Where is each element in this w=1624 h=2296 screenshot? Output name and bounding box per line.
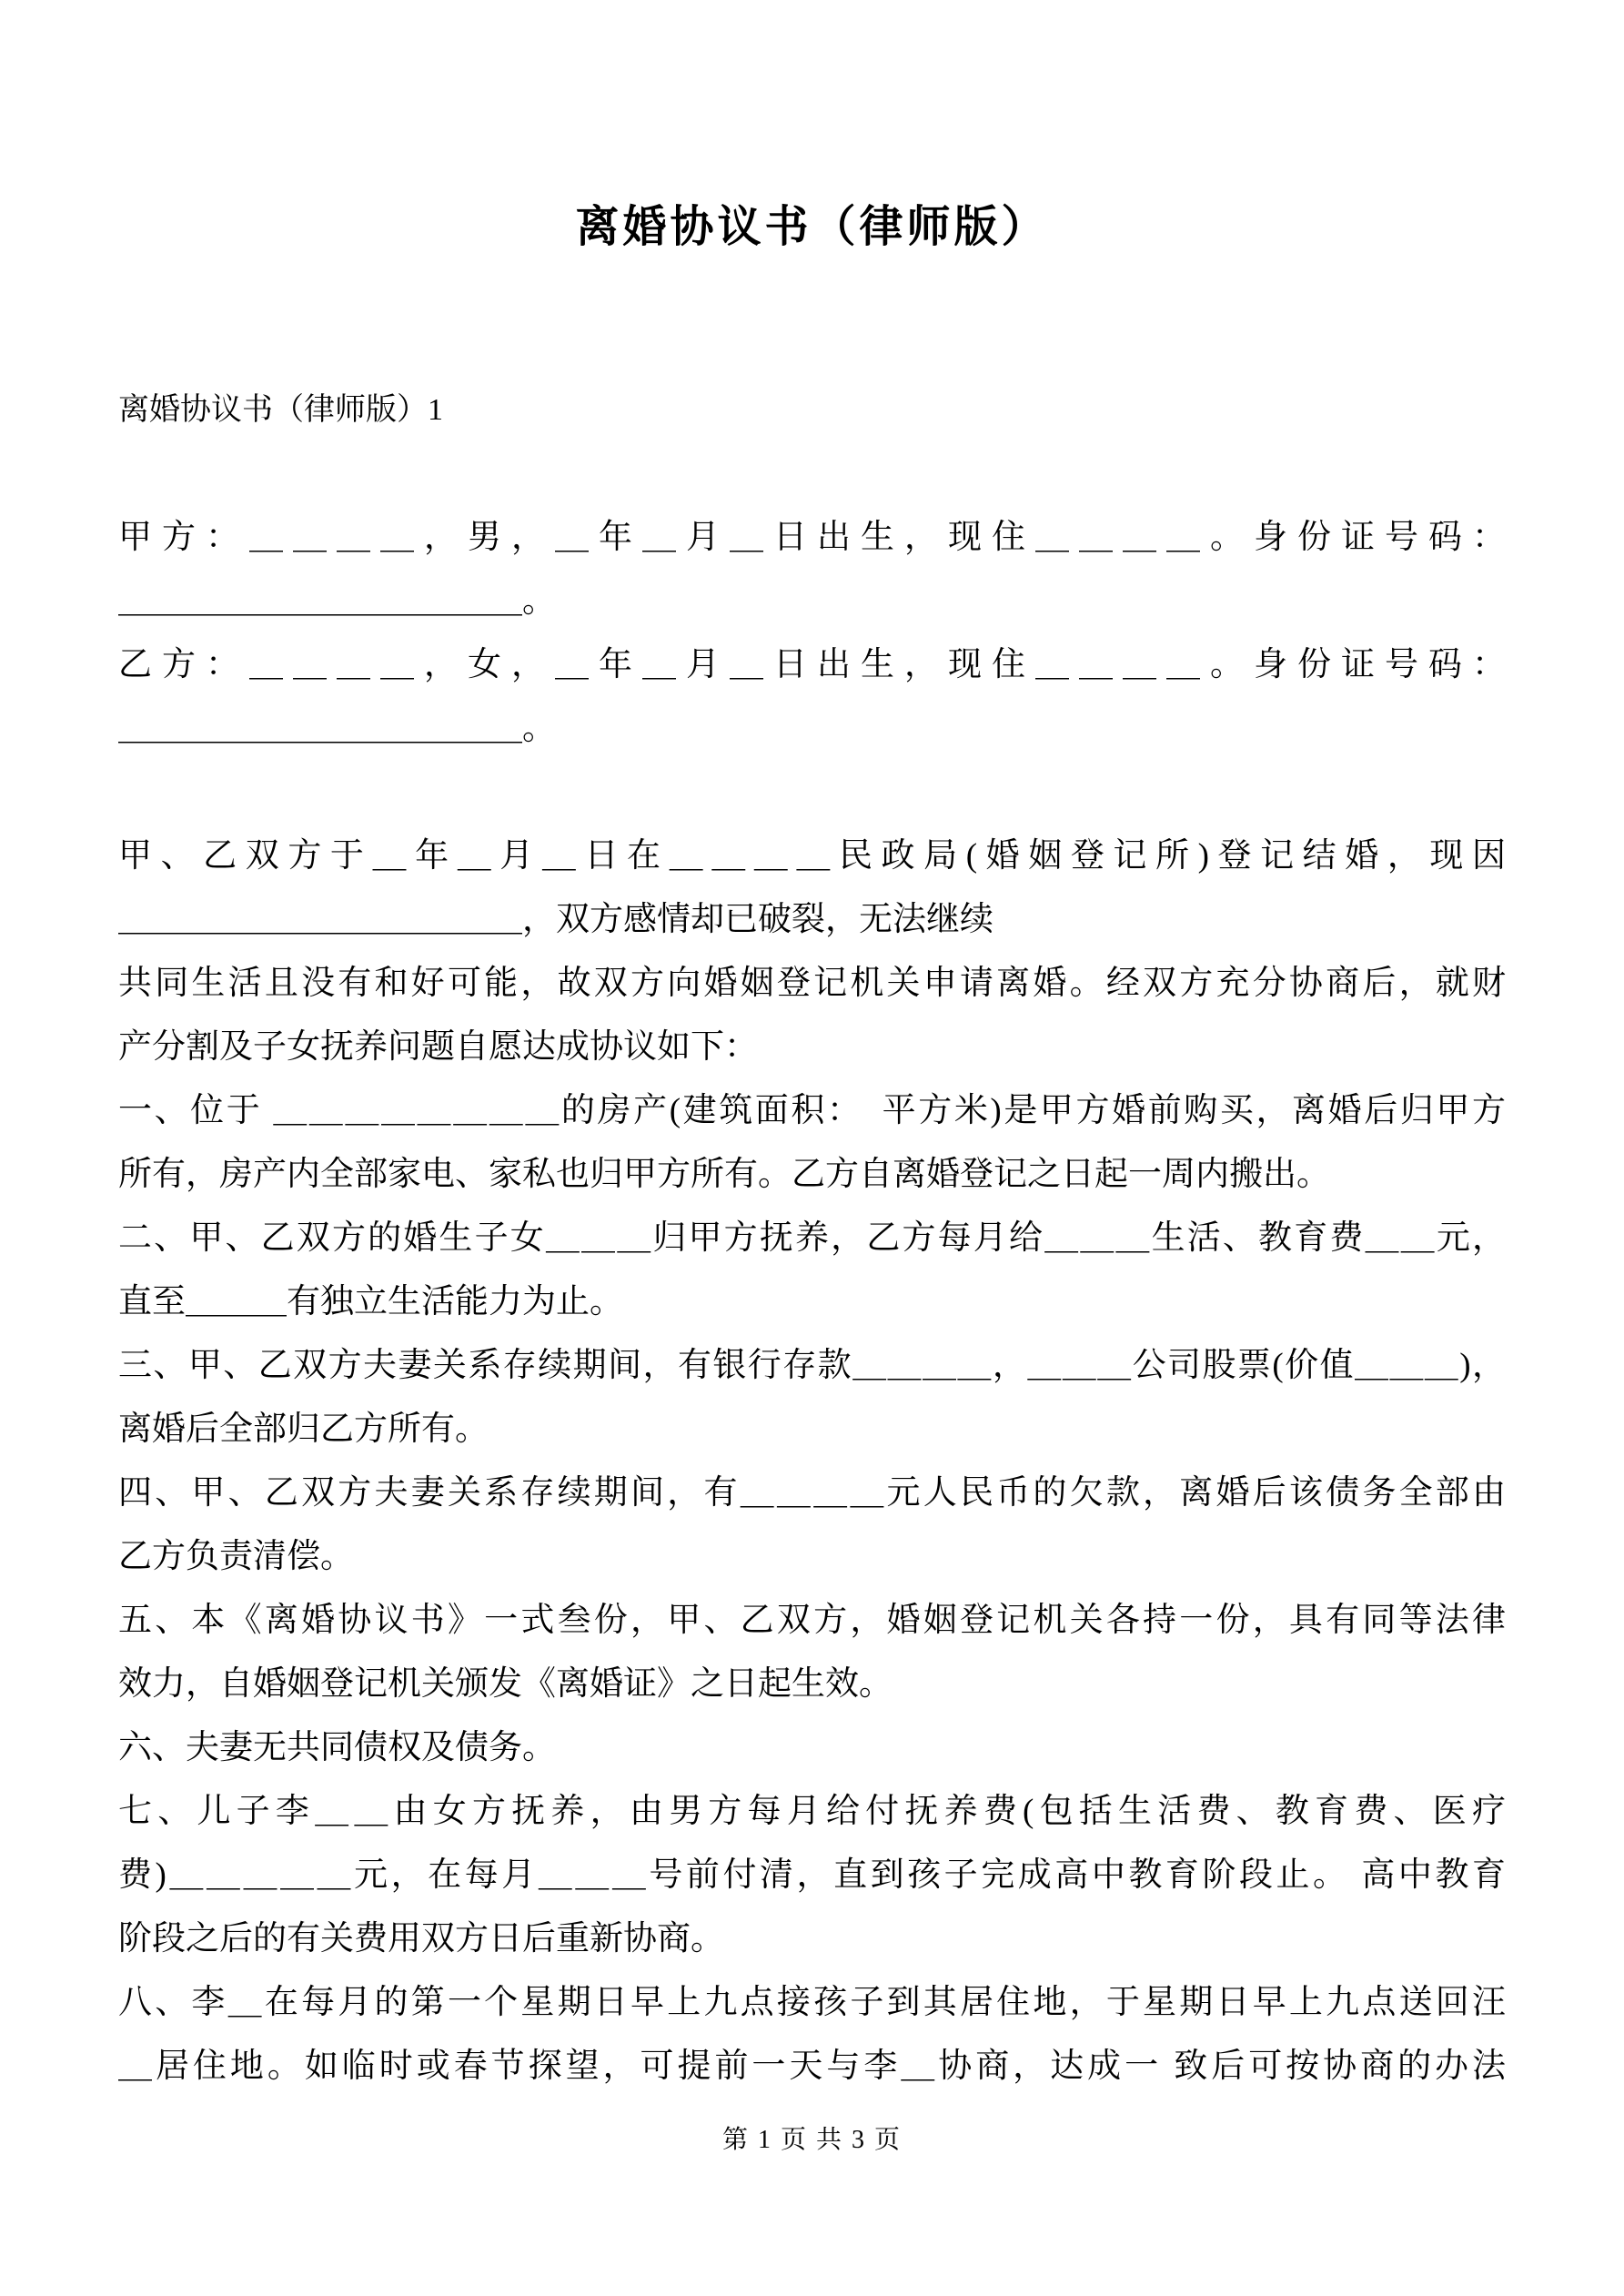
document-line: 效力，自婚姻登记机关颁发《离婚证》之日起生效。 bbox=[118, 1665, 893, 1703]
document-subtitle: 离婚协议书（律师版）1 bbox=[118, 393, 443, 427]
document-line: ＿居住地。如临时或春节探望，可提前一天与李＿协商，达成一 致后可按协商的办法 bbox=[118, 2048, 1506, 2085]
document-line: 甲方：＿＿＿＿，男，＿年＿月＿日出生，现住＿＿＿＿。身份证号码： bbox=[118, 519, 1506, 556]
page-number-indicator: 第 1 页 共 3 页 bbox=[721, 2126, 902, 2154]
document-line: 五、本《离婚协议书》一式叁份，甲、乙双方，婚姻登记机关各持一份，具有同等法律 bbox=[118, 1602, 1506, 1639]
document-line: 七、儿子李＿＿由女方抚养，由男方每月给付抚养费(包括生活费、教育费、医疗 bbox=[118, 1793, 1506, 1830]
document-line: 四、甲、乙双方夫妻关系存续期间，有＿＿＿＿元人民币的欠款，离婚后该债务全部由 bbox=[118, 1474, 1506, 1512]
document-line: 费)＿＿＿＿＿元，在每月＿＿＿号前付清，直到孩子完成高中教育阶段止。 高中教育 bbox=[118, 1856, 1506, 1894]
document-line: 离婚后全部归乙方所有。 bbox=[118, 1411, 489, 1448]
paragraph-gap bbox=[118, 442, 1506, 506]
document-line: 六、夫妻无共同债权及债务。 bbox=[118, 1729, 556, 1766]
document-line: 二、甲、乙双方的婚生子女＿＿＿归甲方抚养，乙方每月给＿＿＿生活、教育费＿＿元， bbox=[118, 1219, 1506, 1257]
document-line: ＿＿＿＿＿＿＿＿＿＿＿＿，双方感情却已破裂，无法继续 bbox=[118, 901, 994, 938]
document-line: 八、李＿在每月的第一个星期日早上九点接孩子到其居住地，于星期日早上九点送回汪 bbox=[118, 1984, 1506, 2021]
paragraph-gap bbox=[118, 761, 1506, 824]
document-line: 直至＿＿＿有独立生活能力为止。 bbox=[118, 1283, 623, 1320]
document-line: 共同生活且没有和好可能，故双方向婚姻登记机关申请离婚。经双方充分协商后，就财 bbox=[118, 965, 1506, 1002]
document-line: ＿＿＿＿＿＿＿＿＿＿＿＿。 bbox=[118, 582, 556, 620]
document-line: ＿＿＿＿＿＿＿＿＿＿＿＿。 bbox=[118, 710, 556, 747]
document-line: 产分割及子女抚养问题自愿达成协议如下： bbox=[118, 1028, 758, 1066]
document-title: 离婚协议书（律师版） bbox=[575, 203, 1049, 251]
document-line: 甲、乙双方于＿年＿月＿日在＿＿＿＿民政局(婚姻登记所)登记结婚，现因 bbox=[118, 837, 1506, 875]
document-body bbox=[118, 379, 1506, 2099]
document-line: 三、甲、乙双方夫妻关系存续期间，有银行存款＿＿＿＿，＿＿＿公司股票(价值＿＿＿)， bbox=[118, 1347, 1506, 1384]
document-line: 乙方负责清偿。 bbox=[118, 1538, 354, 1575]
document-line: 乙方：＿＿＿＿，女，＿年＿月＿日出生，现住＿＿＿＿。身份证号码： bbox=[118, 646, 1506, 683]
document-line: 所有，房产内全部家电、家私也归甲方所有。乙方自离婚登记之日起一周内搬出。 bbox=[118, 1156, 1330, 1193]
document-line: 阶段之后的有关费用双方日后重新协商。 bbox=[118, 1920, 724, 1957]
document-line: 一、位于 ＿＿＿＿＿＿＿＿的房产(建筑面积： 平方米)是甲方婚前购买，离婚后归甲方 bbox=[118, 1092, 1506, 1129]
